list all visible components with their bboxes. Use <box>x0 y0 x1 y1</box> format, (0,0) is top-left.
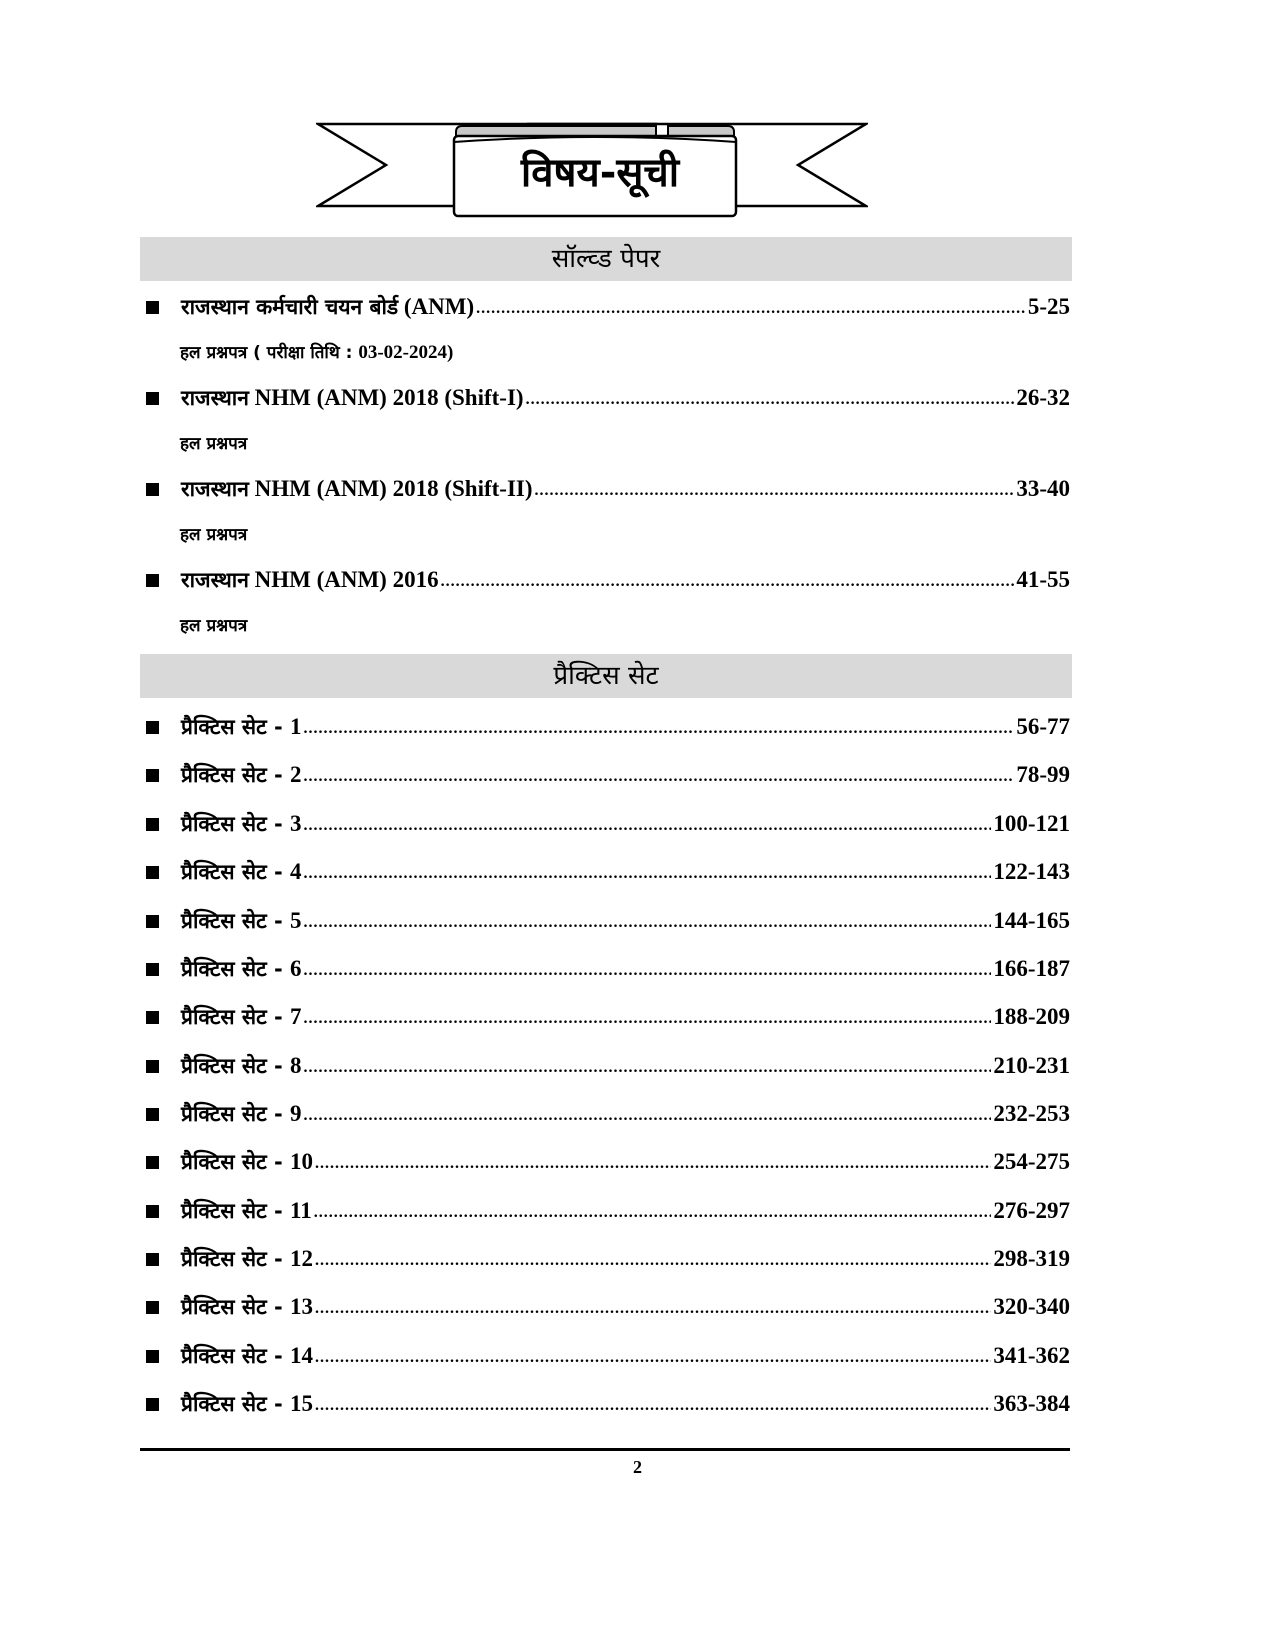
entry-title: प्रैक्टिस सेट - 3 <box>181 811 302 836</box>
dot-leader <box>315 1253 991 1275</box>
square-bullet-icon <box>146 818 159 831</box>
dot-leader <box>314 1205 992 1227</box>
entry-title: प्रैक्टिस सेट - 8 <box>181 1053 302 1078</box>
entry-pages: 56-77 <box>1016 714 1070 739</box>
square-bullet-icon <box>146 1060 159 1073</box>
toc-entry[interactable] <box>140 382 1070 414</box>
square-bullet-icon <box>146 483 159 496</box>
section-header-practice-sets: प्रैक्टिस सेट <box>140 654 1072 698</box>
dot-leader <box>304 915 992 937</box>
page-title: विषय-सूची <box>520 150 680 196</box>
square-bullet-icon <box>146 1350 159 1363</box>
entry-title: राजस्थान कर्मचारी चयन बोर्ड (ANM) <box>181 294 475 319</box>
square-bullet-icon <box>146 574 159 587</box>
toc-entry[interactable] <box>140 759 1070 791</box>
dot-leader <box>315 1350 991 1372</box>
toc-entry[interactable] <box>140 1243 1070 1275</box>
toc-entry[interactable] <box>140 564 1070 596</box>
entry-pages: 122-143 <box>993 859 1070 884</box>
entry-title: प्रैक्टिस सेट - 2 <box>181 762 302 787</box>
entry-title: राजस्थान NHM (ANM) 2018 (Shift-I) <box>181 385 524 410</box>
dot-leader <box>441 574 1015 596</box>
entry-title: प्रैक्टिस सेट - 12 <box>181 1246 314 1271</box>
dot-leader <box>535 483 1015 505</box>
toc-entry[interactable] <box>140 1195 1070 1227</box>
entry-pages: 210-231 <box>993 1053 1070 1078</box>
entry-pages: 100-121 <box>993 811 1070 836</box>
square-bullet-icon <box>146 1205 159 1218</box>
square-bullet-icon <box>146 769 159 782</box>
dot-leader <box>304 1060 992 1082</box>
toc-entry[interactable] <box>140 856 1070 888</box>
entry-pages: 254-275 <box>993 1149 1070 1174</box>
toc-entry[interactable] <box>140 1340 1070 1372</box>
entry-title: प्रैक्टिस सेट - 1 <box>181 714 302 739</box>
section-header-solved-papers: सॉल्व्ड पेपर <box>140 237 1072 281</box>
toc-entry[interactable] <box>140 1291 1070 1323</box>
entry-subtitle: हल प्रश्नपत्र ( परीक्षा तिथि : 03-02-2024) <box>180 342 454 363</box>
square-bullet-icon <box>146 721 159 734</box>
dot-leader <box>315 1156 991 1178</box>
entry-title: प्रैक्टिस सेट - 14 <box>181 1343 314 1368</box>
toc-entry[interactable] <box>140 1001 1070 1033</box>
entry-title: राजस्थान NHM (ANM) 2018 (Shift-II) <box>181 476 533 501</box>
entry-title: प्रैक्टिस सेट - 7 <box>181 1004 302 1029</box>
square-bullet-icon <box>146 392 159 405</box>
entry-pages: 144-165 <box>993 908 1070 933</box>
dot-leader <box>476 301 1026 323</box>
dot-leader <box>526 392 1015 414</box>
square-bullet-icon <box>146 1156 159 1169</box>
dot-leader <box>315 1398 991 1420</box>
square-bullet-icon <box>146 963 159 976</box>
entry-title: प्रैक्टिस सेट - 15 <box>181 1391 314 1416</box>
entry-pages: 320-340 <box>993 1294 1070 1319</box>
dot-leader <box>304 1011 992 1033</box>
entry-title: प्रैक्टिस सेट - 11 <box>181 1198 312 1223</box>
entry-title: प्रैक्टिस सेट - 10 <box>181 1149 314 1174</box>
entry-pages: 41-55 <box>1016 567 1070 592</box>
entry-title: प्रैक्टिस सेट - 13 <box>181 1294 314 1319</box>
entry-subtitle: हल प्रश्नपत्र <box>180 616 248 636</box>
square-bullet-icon <box>146 866 159 879</box>
dot-leader <box>304 866 992 888</box>
entry-pages: 26-32 <box>1016 385 1070 410</box>
square-bullet-icon <box>146 1301 159 1314</box>
square-bullet-icon <box>146 1253 159 1266</box>
toc-entry[interactable] <box>140 711 1070 743</box>
entry-pages: 232-253 <box>993 1101 1070 1126</box>
toc-entry[interactable] <box>140 473 1070 505</box>
entry-pages: 298-319 <box>993 1246 1070 1271</box>
toc-entry[interactable] <box>140 905 1070 937</box>
entry-title: प्रैक्टिस सेट - 9 <box>181 1101 302 1126</box>
entry-pages: 5-25 <box>1027 294 1070 319</box>
entry-title: प्रैक्टिस सेट - 6 <box>181 956 302 981</box>
entry-pages: 188-209 <box>993 1004 1070 1029</box>
toc-entry[interactable] <box>140 1098 1070 1130</box>
page-number: 2 <box>633 1457 642 1477</box>
dot-leader <box>304 721 1015 743</box>
entry-pages: 78-99 <box>1016 762 1070 787</box>
square-bullet-icon <box>146 301 159 314</box>
entry-title: प्रैक्टिस सेट - 4 <box>181 859 302 884</box>
entry-pages: 33-40 <box>1016 476 1070 501</box>
entry-pages: 363-384 <box>993 1391 1070 1416</box>
entry-subtitle: हल प्रश्नपत्र <box>180 434 248 454</box>
dot-leader <box>304 769 1015 791</box>
entry-pages: 166-187 <box>993 956 1070 981</box>
entry-title: प्रैक्टिस सेट - 5 <box>181 908 302 933</box>
square-bullet-icon <box>146 1398 159 1411</box>
entry-pages: 276-297 <box>993 1198 1070 1223</box>
dot-leader <box>304 818 992 840</box>
square-bullet-icon <box>146 1108 159 1121</box>
footer-divider <box>140 1448 1070 1451</box>
entry-pages: 341-362 <box>993 1343 1070 1368</box>
dot-leader <box>304 1108 992 1130</box>
entry-title: राजस्थान NHM (ANM) 2016 <box>181 567 439 592</box>
square-bullet-icon <box>146 1011 159 1024</box>
entry-subtitle: हल प्रश्नपत्र <box>180 525 248 545</box>
toc-entry[interactable] <box>140 1050 1070 1082</box>
dot-leader <box>304 963 992 985</box>
toc-entry[interactable] <box>140 1388 1070 1420</box>
toc-entry[interactable] <box>140 808 1070 840</box>
toc-entry[interactable] <box>140 953 1070 985</box>
toc-entry[interactable] <box>140 1146 1070 1178</box>
dot-leader <box>315 1301 991 1323</box>
toc-entry[interactable] <box>140 291 1070 323</box>
square-bullet-icon <box>146 915 159 928</box>
